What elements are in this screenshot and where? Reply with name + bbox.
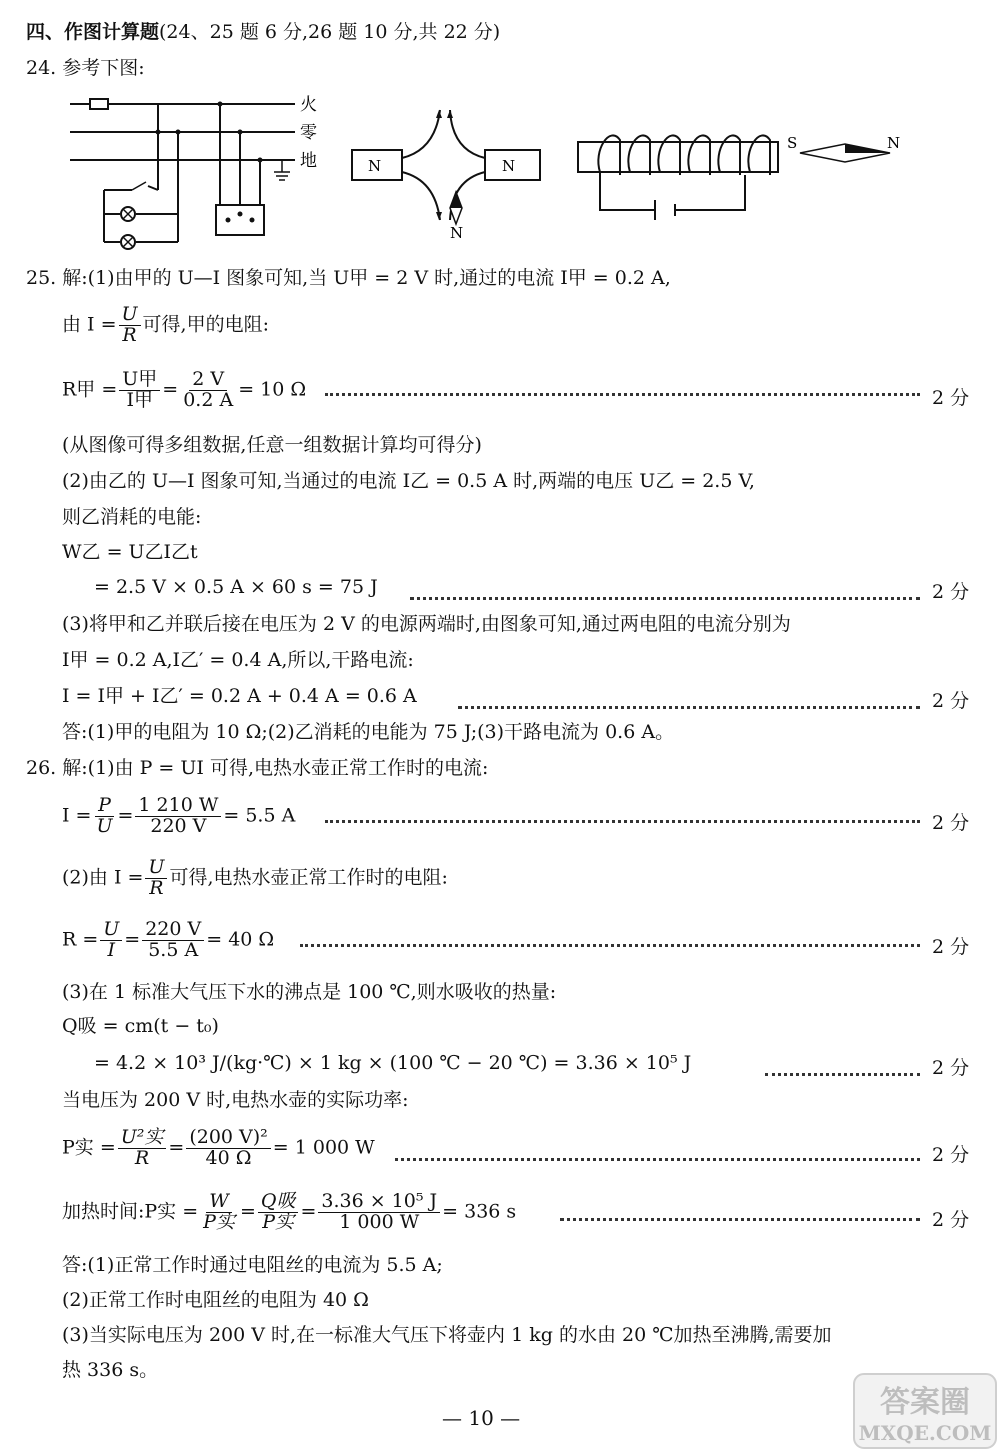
dot-leader xyxy=(300,944,920,947)
fraction-denominator: 220 V xyxy=(150,814,207,837)
q26-line-6: Q吸 = cm(t − t₀) xyxy=(62,1015,219,1037)
formula-result: = 40 Ω xyxy=(206,928,275,951)
fraction-denominator: 40 Ω xyxy=(205,1146,252,1169)
q25-l2-prefix: 由 I = xyxy=(62,313,117,336)
needle-label-n: N xyxy=(450,224,464,242)
q25-line-10: I甲 = 0.2 A,I乙′ = 0.4 A,所以,干路电流: xyxy=(62,649,414,671)
score-label: 2 分 xyxy=(932,1144,970,1166)
q26-line-7: = 4.2 × 10³ J/(kg·℃) × 1 kg × (100 ℃ − 20 ℃) = 3.36 × 10⁵ J xyxy=(94,1052,692,1074)
score-label: 2 分 xyxy=(932,387,970,409)
dot-leader xyxy=(325,393,920,396)
q26-line-4: R = $\frac{U}{I}$ = $\frac{220 V}{5.5 A}$ = 40 Ω xyxy=(62,918,275,961)
q26-answer-4: 热 336 s。 xyxy=(62,1359,159,1381)
fraction xyxy=(186,1128,270,1169)
q26-line-1: 26. 解:(1)由 P = UI 可得,电热水壶正常工作时的电流: xyxy=(26,757,489,779)
fraction xyxy=(100,920,122,961)
section-heading xyxy=(26,22,500,44)
q25-line-9: (3)将甲和乙并联后接在电压为 2 V 的电源两端时,由图象可知,通过两电阻的电流分别为 xyxy=(62,613,791,635)
pole-label-n2: N xyxy=(502,157,516,175)
formula-result: = 5.5 A xyxy=(223,804,296,827)
q26-answer-3: (3)当实际电压为 200 V 时,在一标准大气压下将壶内 1 kg 的水由 20 ℃加热至沸腾,需要加 xyxy=(62,1324,832,1346)
q25-l2-suffix: 可得,甲的电阻: xyxy=(142,313,269,336)
formula-result: = 1 000 W xyxy=(272,1136,375,1159)
q26-line-2: I = $\frac{P}{U}$ = $\frac{1 210 W}{220 V}$ = 5.5 A xyxy=(62,794,296,837)
needle-label-s: S xyxy=(787,134,798,152)
fraction-numerator: 2 V xyxy=(189,370,227,391)
fraction-denominator: 0.2 A xyxy=(183,388,234,411)
fraction xyxy=(200,1192,238,1233)
fraction-numerator: 1 210 W xyxy=(135,796,221,817)
fraction-numerator: U xyxy=(145,858,167,879)
q25-line-8: = 2.5 V × 0.5 A × 60 s = 75 J xyxy=(94,576,378,598)
fraction-denominator: U xyxy=(96,814,113,837)
q25-line-5: (2)由乙的 U—I 图象可知,当通过的电流 I乙 = 0.5 A 时,两端的电压 U乙 = 2.5 V, xyxy=(62,470,755,492)
q25-line-3: R甲 = $\frac{\text{U甲}}{\text{I甲}}$ = $\frac{2 V}{0.2 A}$ = 10 Ω xyxy=(62,368,307,411)
fraction-numerator: (200 V)² xyxy=(186,1128,270,1149)
dot-leader xyxy=(458,706,920,709)
fraction-denominator: P实 xyxy=(203,1210,235,1233)
q25-line-4: (从图像可得多组数据,任意一组数据计算均可得分) xyxy=(62,434,482,456)
watermark-line-1: 答案圈 xyxy=(880,1385,970,1420)
fraction xyxy=(135,796,221,837)
dot-leader xyxy=(765,1073,920,1076)
label-neutral: 零 xyxy=(300,123,317,143)
page-number: — 10 — xyxy=(442,1406,521,1430)
q25-line-7: W乙 = U乙I乙t xyxy=(62,541,198,563)
q26-answer-1: 答:(1)正常工作时通过电阻丝的电流为 5.5 A; xyxy=(62,1254,443,1276)
formula-lhs: R = xyxy=(62,928,99,951)
fraction-numerator: U甲 xyxy=(119,370,160,391)
section-title: 四、作图计算题 xyxy=(26,21,160,43)
formula-result: = 10 Ω xyxy=(238,378,307,401)
label-live: 火 xyxy=(300,95,317,115)
q25-answer: 答:(1)甲的电阻为 10 Ω;(2)乙消耗的电能为 75 J;(3)干路电流为 0.6 A。 xyxy=(62,721,675,743)
q26-line-8: 当电压为 200 V 时,电热水壶的实际功率: xyxy=(62,1089,409,1111)
fraction-numerator: Q吸 xyxy=(258,1192,299,1213)
q26-l3-prefix: (2)由 I = xyxy=(62,866,144,889)
fraction xyxy=(119,370,160,411)
fraction-numerator: W xyxy=(206,1192,232,1213)
q26-line-3 xyxy=(62,858,448,899)
dot-leader xyxy=(410,597,920,600)
score-label: 2 分 xyxy=(932,1209,970,1231)
fraction-denominator: 5.5 A xyxy=(148,938,199,961)
formula-result: = 336 s xyxy=(442,1200,517,1223)
pole-label-n1: N xyxy=(368,157,382,175)
fraction xyxy=(180,370,236,411)
dot-leader xyxy=(395,1158,920,1161)
needle-label-n: N xyxy=(887,134,901,152)
q24-label: 24. 参考下图: xyxy=(26,57,145,79)
formula-lhs: 加热时间:P实 = xyxy=(62,1200,199,1223)
watermark-logo xyxy=(850,1370,1000,1452)
fraction-denominator: I xyxy=(107,938,116,961)
q25-line-1: 25. 解:(1)由甲的 U—I 图象可知,当 U甲 = 2 V 时,通过的电流 I甲 = 0.2 A, xyxy=(26,267,671,289)
fraction xyxy=(119,305,141,346)
q26-line-9: P实 = $\frac{\text{U²实}}{R}$ = $\frac{\text{(200 V)²}}{40 \Omega}$ = 1 000 W xyxy=(62,1126,375,1169)
fraction xyxy=(258,1192,299,1233)
q26-answer-2: (2)正常工作时电阻丝的电阻为 40 Ω xyxy=(62,1289,369,1311)
fraction-denominator: 1 000 W xyxy=(339,1210,420,1233)
fraction-numerator: U xyxy=(119,305,141,326)
fraction xyxy=(145,858,167,899)
formula-lhs: R甲 = xyxy=(62,378,118,401)
magnetic-field-diagram xyxy=(350,100,550,250)
q26-l3-suffix: 可得,电热水壶正常工作时的电阻: xyxy=(169,866,448,889)
fraction xyxy=(93,796,115,837)
fraction-numerator: U²实 xyxy=(118,1128,167,1149)
fraction xyxy=(318,1192,440,1233)
score-label: 2 分 xyxy=(932,1057,970,1079)
q25-line-6: 则乙消耗的电能: xyxy=(62,506,202,528)
household-circuit-diagram xyxy=(60,90,340,260)
label-ground: 地 xyxy=(300,151,317,171)
fraction-numerator: U xyxy=(100,920,122,941)
formula-lhs: I = xyxy=(62,804,92,827)
fraction-denominator: R xyxy=(122,323,137,346)
score-label: 2 分 xyxy=(932,936,970,958)
fraction-denominator: I甲 xyxy=(126,388,154,411)
q26-line-10: 加热时间:P实 = $\frac{W}{\text{P实}}$ = $\frac{\text{Q吸}}{\text{P实}}$ = $\frac{\text{3.36 × 10⁵ J}}{1 000 W}$ = 336 s xyxy=(62,1190,517,1233)
q26-line-5: (3)在 1 标准大气压下水的沸点是 100 ℃,则水吸收的热量: xyxy=(62,981,557,1003)
dot-leader xyxy=(560,1218,920,1221)
dot-leader xyxy=(325,820,920,823)
section-points: (24、25 题 6 分,26 题 10 分,共 22 分) xyxy=(159,21,501,43)
q25-line-11: I = I甲 + I乙′ = 0.2 A + 0.4 A = 0.6 A xyxy=(62,685,417,707)
fraction-denominator: R xyxy=(149,876,164,899)
fraction-denominator: P实 xyxy=(262,1210,295,1233)
fraction-denominator: R xyxy=(134,1146,150,1169)
q25-line-2 xyxy=(62,305,269,346)
score-label: 2 分 xyxy=(932,812,970,834)
score-label: 2 分 xyxy=(932,581,970,603)
fraction-numerator: 220 V xyxy=(142,920,204,941)
solenoid-diagram xyxy=(575,120,915,230)
score-label: 2 分 xyxy=(932,690,970,712)
formula-lhs: P实 = xyxy=(62,1136,116,1159)
fraction-numerator: 3.36 × 10⁵ J xyxy=(318,1192,440,1213)
fraction xyxy=(118,1128,167,1169)
fraction xyxy=(142,920,204,961)
watermark-line-2: MXQE.COM xyxy=(858,1421,992,1445)
fraction-numerator: P xyxy=(95,796,114,817)
